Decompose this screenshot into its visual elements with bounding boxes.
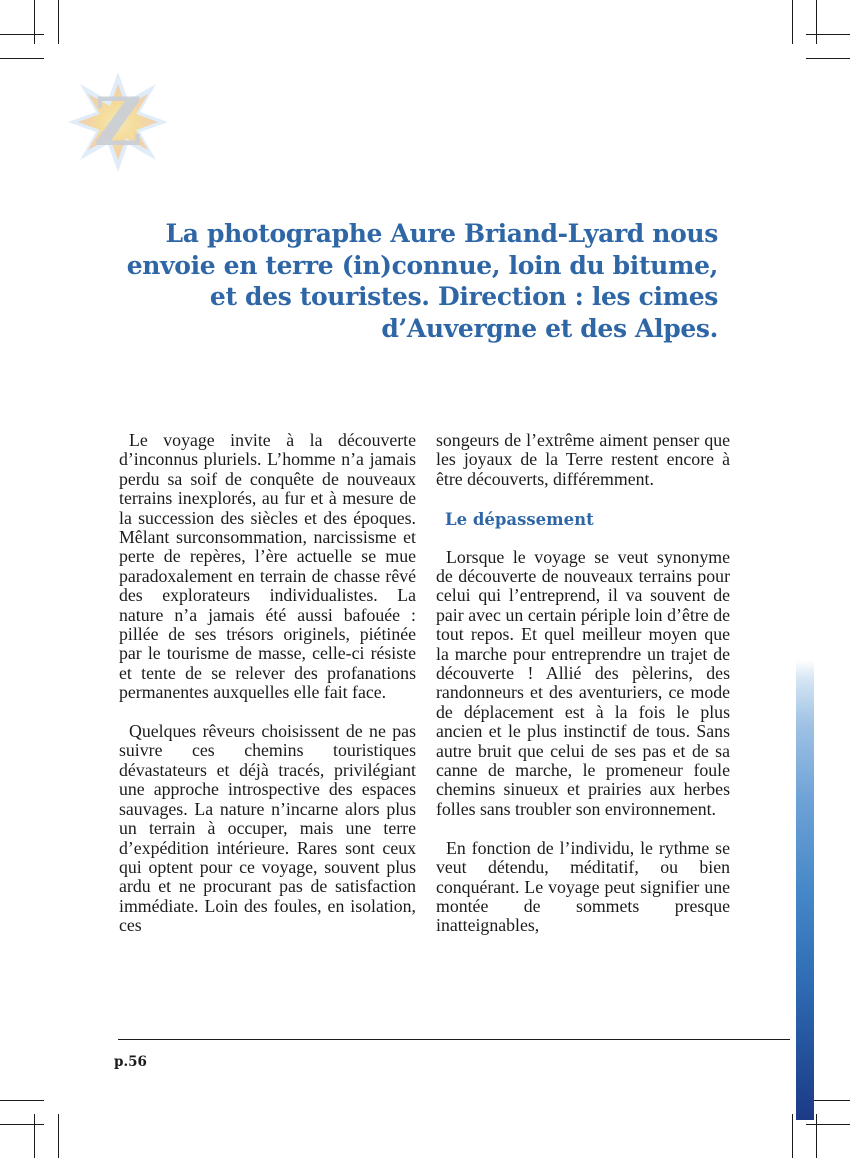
body-paragraph: Lorsque le voyage se veut synonyme de découverte de nouveaux terrains pour celui qui l’entreprend, il va souvent de pair avec un certain périple loin d’être de tout repos. Et quel meilleur moyen que la marche pour entreprendre un trajet de découverte ! Allié des pèlerins, des randonneurs et des aventuriers, ce mode de déplacement est à la fois le plus ancien et le plus instinctif de tous. Sans autre bruit que celui de ses pas et de sa canne de marche, le promeneur foule chemins sinueux et prairies aux herbes folles sans troubler son environnement. [436, 546, 730, 819]
crop-mark [0, 1100, 44, 1101]
article-column-left [119, 431, 416, 955]
crop-mark [34, 0, 35, 44]
footer-rule [118, 1039, 790, 1040]
crop-mark [806, 1124, 850, 1125]
crop-mark [0, 1124, 44, 1125]
crop-mark [816, 1114, 817, 1158]
logo-letter: Z [93, 83, 143, 161]
crop-mark [816, 0, 817, 44]
crop-mark [792, 1114, 793, 1158]
body-paragraph: En fonction de l’individu, le rythme se veut détendu, méditatif, ou bien conquérant. Le voyage peut signifier une montée de sommets presque inatteignables, [436, 837, 730, 936]
crop-mark [58, 1114, 59, 1158]
crop-mark [0, 58, 44, 59]
crop-mark [0, 34, 44, 35]
crop-mark [58, 0, 59, 44]
body-paragraph: Quelques rêveurs choisissent de ne pas suivre ces chemins touristiques dévastateurs et déjà tracés, privilégiant une approche introspective des espaces sauvages. La nature n’incarne alors plus un terrain à occuper, mais une terre d’expédition intérieure. Rares sont ceux qui optent pour ce voyage, souvent plus ardu et ne procurant pas de satisfaction immédiate. Loin des foules, en isolation, ces [119, 721, 416, 936]
article-column-right [436, 431, 730, 955]
crop-mark [806, 58, 850, 59]
crop-mark [34, 1114, 35, 1158]
section-heading: Le dépassement [445, 509, 594, 529]
crop-mark [806, 34, 850, 35]
body-paragraph: Le voyage invite à la découverte d’inconnus pluriels. L’homme n’a jamais perdu sa soif de conquête de nouveaux terrains inexplorés, au fur et à mesure de la succession des siècles et des époques. Mêlant surconsommation, narcissisme et perte de repères, l’ère actuelle se mue paradoxalement en terrain de chasse rêvé des explorateurs individualistes. La nature n’a jamais été aussi bafouée : pillée de ses trésors originels, piétinée par le tourisme de masse, celle-ci résiste et tente de se relever des profanations permanentes auxquelles elle fait face. [119, 430, 416, 703]
article-headline: La photographe Aure Briand-Lyard nous envoie en terre (in)connue, loin du bitume, et des touristes. Direction : les cimes d’Auvergne et des Alpes. [126, 219, 718, 343]
z-sun-logo-icon [66, 70, 170, 174]
decorative-gradient-bar [796, 660, 814, 1120]
page-number: p.56 [114, 1054, 147, 1070]
crop-mark [792, 0, 793, 44]
body-paragraph-continuation: songeurs de l’extrême aiment penser que les joyaux de la Terre restent encore à être découverts, différemment. [436, 430, 730, 489]
